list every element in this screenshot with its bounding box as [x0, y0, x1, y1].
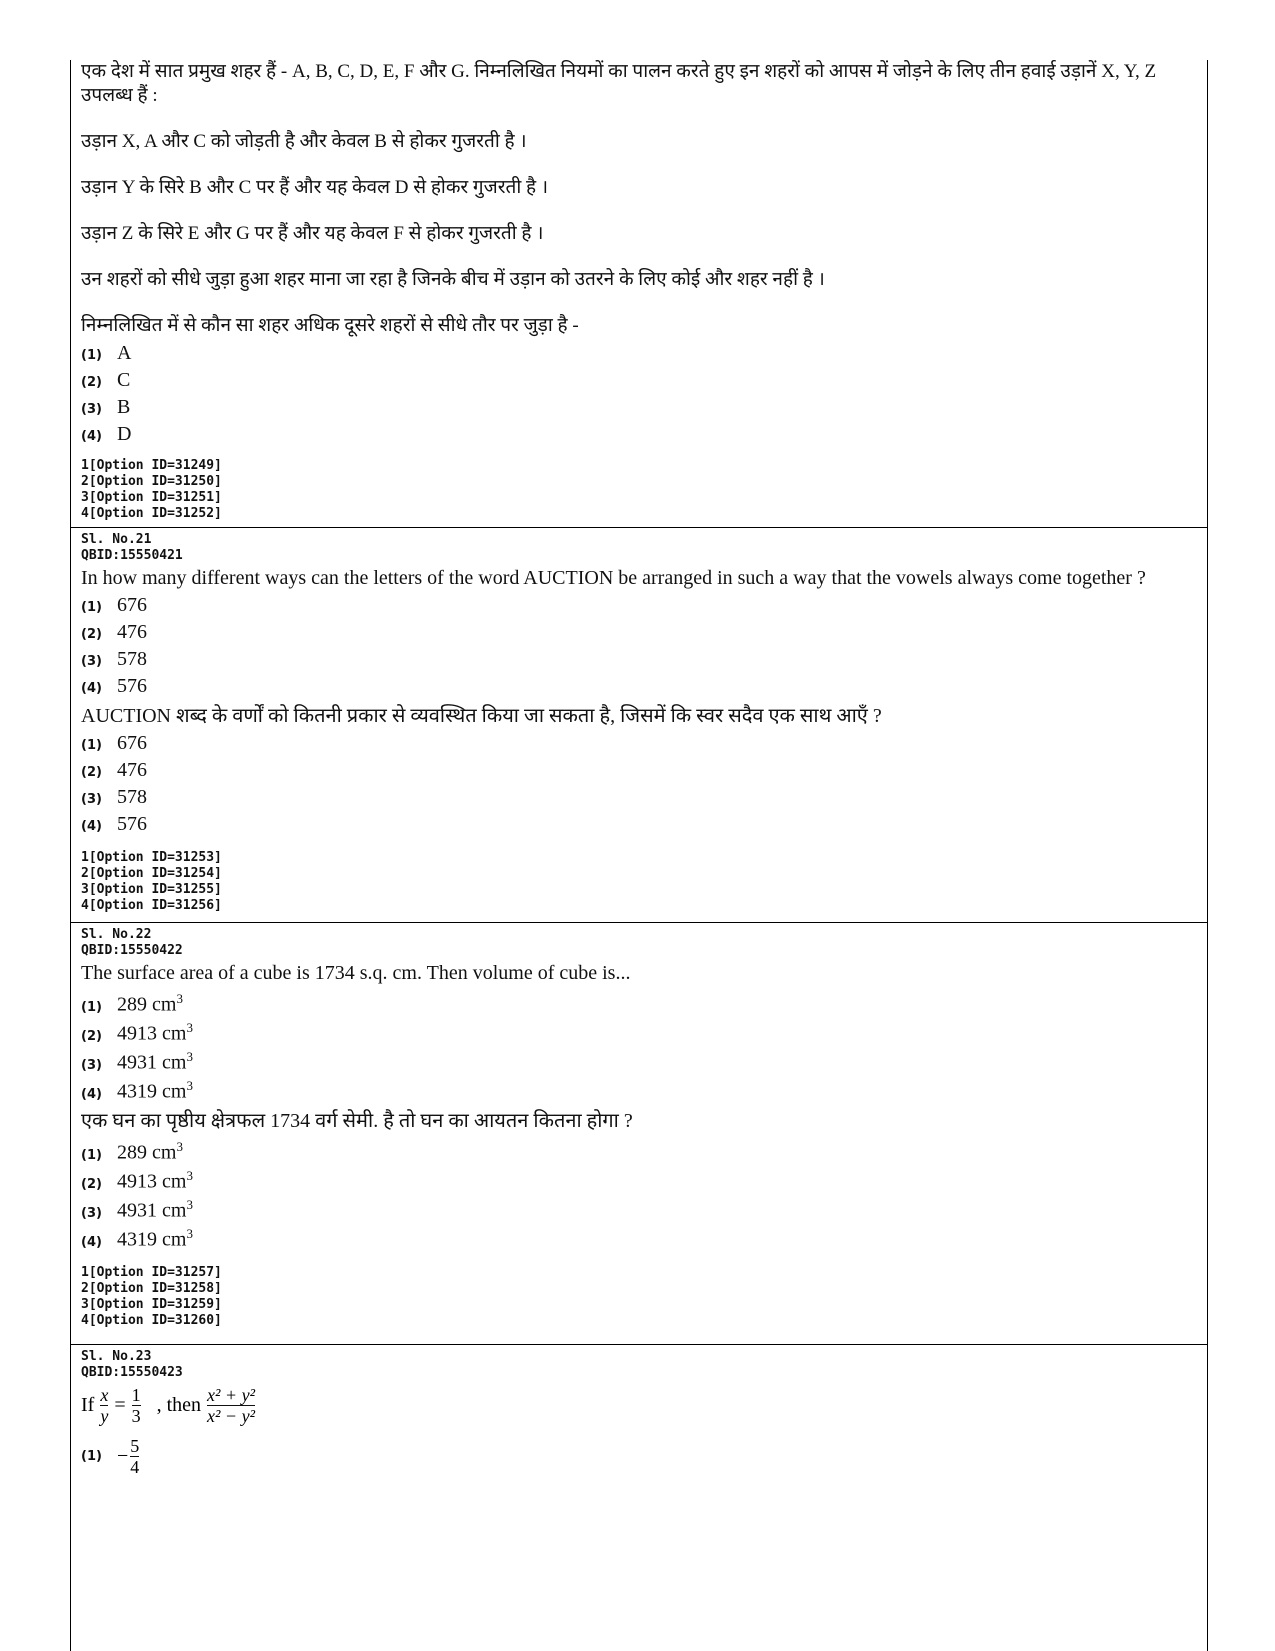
option-row — [81, 369, 1207, 396]
q22-option-ids — [81, 1265, 1207, 1329]
option-text: C — [117, 369, 131, 391]
q20-definition: उन शहरों को सीधे जुड़ा हुआ शहर माना जा रहा है जिनके बीच में उड़ान को उतरने के लिए कोई और शहर नहीं है । — [81, 269, 825, 290]
option-id: 1[Option ID=31257] — [81, 1265, 222, 1280]
option-row — [81, 813, 1207, 840]
option-text: 476 — [117, 759, 147, 781]
q22-serial: Sl. No.22 — [81, 927, 152, 942]
option-superscript: 3 — [186, 1049, 193, 1064]
q20-intro-line1: एक देश में सात प्रमुख शहर हैं - A, B, C, D, E, F और G. निम्नलिखित नियमों का पालन करते हुए इन शहरों को आपस में जोड़ने के लिए तीन हवाई उड़ानें X, Y, Z — [81, 61, 1157, 82]
q23-equals: = — [114, 1394, 126, 1416]
option-id: 1[Option ID=31253] — [81, 850, 222, 865]
option-id: 4[Option ID=31252] — [81, 506, 222, 521]
option-text: 4319 cm — [117, 1228, 187, 1251]
option-text: 289 cm — [117, 993, 177, 1016]
q23-then-word: , then — [156, 1394, 202, 1416]
q20-rule-x: उड़ान X, A और C को जोड़ती है और केवल B से होकर गुजरती है । — [81, 131, 527, 152]
option-row — [81, 1168, 1207, 1197]
option-number: (1) — [81, 738, 102, 753]
q23-if-word: If — [81, 1394, 95, 1416]
option-number: (4) — [81, 1086, 102, 1102]
option-number: (1) — [81, 1449, 102, 1464]
question-21-block — [71, 528, 1207, 923]
q21-serial: Sl. No.21 — [81, 532, 152, 547]
option-superscript: 3 — [176, 1139, 183, 1154]
question-20-block — [71, 60, 1207, 528]
q22-options-en — [81, 991, 1207, 1107]
option-superscript: 3 — [186, 1197, 193, 1212]
option-id: 3[Option ID=31259] — [81, 1297, 222, 1312]
option-row — [81, 1197, 1207, 1226]
question-23-block — [71, 1345, 1207, 1481]
fraction-denominator: 3 — [131, 1406, 141, 1426]
option-row — [81, 621, 1207, 648]
option-text: 578 — [117, 648, 147, 670]
option-text: 4913 cm — [117, 1022, 187, 1045]
option-text: 4931 cm — [117, 1199, 187, 1222]
option-text: 4913 cm — [117, 1170, 187, 1193]
q21-options-en — [81, 594, 1207, 702]
option-text: 676 — [117, 732, 147, 754]
option-number: (2) — [81, 1176, 102, 1192]
q21-qbid: QBID:15550421 — [81, 548, 183, 563]
q21-options-hi — [81, 732, 1207, 840]
option-superscript: 3 — [186, 1226, 193, 1241]
q23-lhs-fraction — [100, 1385, 108, 1426]
fraction-numerator: 1 — [131, 1385, 141, 1405]
q20-options — [81, 342, 1207, 450]
option-number: (3) — [81, 1057, 102, 1073]
fraction-numerator: x² + y² — [207, 1385, 255, 1405]
option-id: 4[Option ID=31256] — [81, 898, 222, 913]
q20-question: निम्नलिखित में से कौन सा शहर अधिक दूसरे शहरों से सीधे तौर पर जुड़ा है - — [81, 315, 579, 336]
option-id: 4[Option ID=31260] — [81, 1313, 222, 1328]
question-22-block — [71, 923, 1207, 1345]
option-row — [81, 594, 1207, 621]
option-text: A — [117, 342, 132, 364]
option-number: (4) — [81, 1234, 102, 1250]
option-number: (2) — [81, 1028, 102, 1044]
q21-option-ids — [81, 850, 1207, 914]
q22-question-en: The surface area of a cube is 1734 s.q. cm. Then volume of cube is... — [81, 962, 631, 984]
option-row — [81, 1226, 1207, 1255]
option-row — [81, 991, 1207, 1020]
option-number: (1) — [81, 600, 102, 615]
option-row — [81, 342, 1207, 369]
option-number: (1) — [81, 348, 102, 363]
option-text: 576 — [117, 675, 147, 697]
q21-question-en: In how many different ways can the letters of the word AUCTION be arranged in such a way that the vowels always come together ? — [81, 567, 1146, 589]
option-text: 676 — [117, 594, 147, 616]
q20-option-ids — [81, 458, 1207, 522]
option-number: (4) — [81, 429, 102, 444]
fraction-numerator: 5 — [130, 1436, 140, 1456]
option-number: (2) — [81, 765, 102, 780]
q20-intro — [81, 60, 1207, 108]
q23-serial: Sl. No.23 — [81, 1349, 152, 1364]
q23-qbid: QBID:15550423 — [81, 1365, 183, 1380]
option-number: (4) — [81, 819, 102, 834]
option-id: 2[Option ID=31254] — [81, 866, 222, 881]
option-number: (3) — [81, 654, 102, 669]
option-row — [81, 675, 1207, 702]
q23-question — [81, 1385, 1207, 1426]
option-text: B — [117, 396, 131, 418]
option-superscript: 3 — [186, 1020, 193, 1035]
q23-expression-fraction — [207, 1385, 255, 1426]
q22-options-hi — [81, 1139, 1207, 1255]
q21-question-hi: AUCTION शब्द के वर्णों को कितनी प्रकार से व्यवस्थित किया जा सकता है, जिसमें कि स्वर सदैव एक साथ आएँ ? — [81, 705, 882, 727]
option-number: (1) — [81, 999, 102, 1015]
option-sign: − — [117, 1445, 129, 1467]
option-text: 578 — [117, 786, 147, 808]
option-superscript: 3 — [186, 1078, 193, 1093]
option-text: 4319 cm — [117, 1080, 187, 1103]
q20-rule-z: उड़ान Z के सिरे E और G पर हैं और यह केवल F से होकर गुजरती है । — [81, 223, 544, 244]
option-number: (2) — [81, 627, 102, 642]
option-row — [81, 648, 1207, 675]
q22-qbid: QBID:15550422 — [81, 943, 183, 958]
option-text: 4931 cm — [117, 1051, 187, 1074]
option-number: (3) — [81, 402, 102, 417]
option-number: (2) — [81, 375, 102, 390]
option-row — [81, 759, 1207, 786]
option-row — [81, 1139, 1207, 1168]
option-number: (3) — [81, 792, 102, 807]
fraction-denominator: y — [100, 1406, 109, 1426]
option-row — [81, 732, 1207, 759]
option-id: 2[Option ID=31258] — [81, 1281, 222, 1296]
fraction-denominator: 4 — [130, 1457, 140, 1477]
fraction-numerator: x — [100, 1385, 109, 1405]
option-text: 289 cm — [117, 1141, 177, 1164]
option-row — [81, 396, 1207, 423]
question-paper-page — [70, 60, 1208, 1651]
option-id: 3[Option ID=31251] — [81, 490, 222, 505]
option-id: 3[Option ID=31255] — [81, 882, 222, 897]
option-number: (3) — [81, 1205, 102, 1221]
q23-rhs-fraction — [132, 1385, 141, 1426]
option-number: (1) — [81, 1147, 102, 1163]
option-row — [81, 786, 1207, 813]
fraction-denominator: x² − y² — [207, 1406, 255, 1426]
option-id: 1[Option ID=31249] — [81, 458, 222, 473]
option-number: (4) — [81, 681, 102, 696]
option-row — [81, 1078, 1207, 1107]
option-superscript: 3 — [176, 991, 183, 1006]
option-row — [81, 1436, 1207, 1477]
option-fraction — [130, 1436, 139, 1477]
q20-rule-y: उड़ान Y के सिरे B और C पर हैं और यह केवल D से होकर गुजरती है । — [81, 177, 549, 198]
option-text: 576 — [117, 813, 147, 835]
option-text: D — [117, 423, 132, 445]
option-row — [81, 1049, 1207, 1078]
option-row — [81, 1020, 1207, 1049]
q22-question-hi: एक घन का पृष्ठीय क्षेत्रफल 1734 वर्ग सेमी. है तो घन का आयतन कितना होगा ? — [81, 1110, 633, 1132]
option-superscript: 3 — [186, 1168, 193, 1183]
q20-intro-line2: उपलब्ध हैं : — [81, 85, 158, 106]
option-row — [81, 423, 1207, 450]
option-text: 476 — [117, 621, 147, 643]
option-id: 2[Option ID=31250] — [81, 474, 222, 489]
